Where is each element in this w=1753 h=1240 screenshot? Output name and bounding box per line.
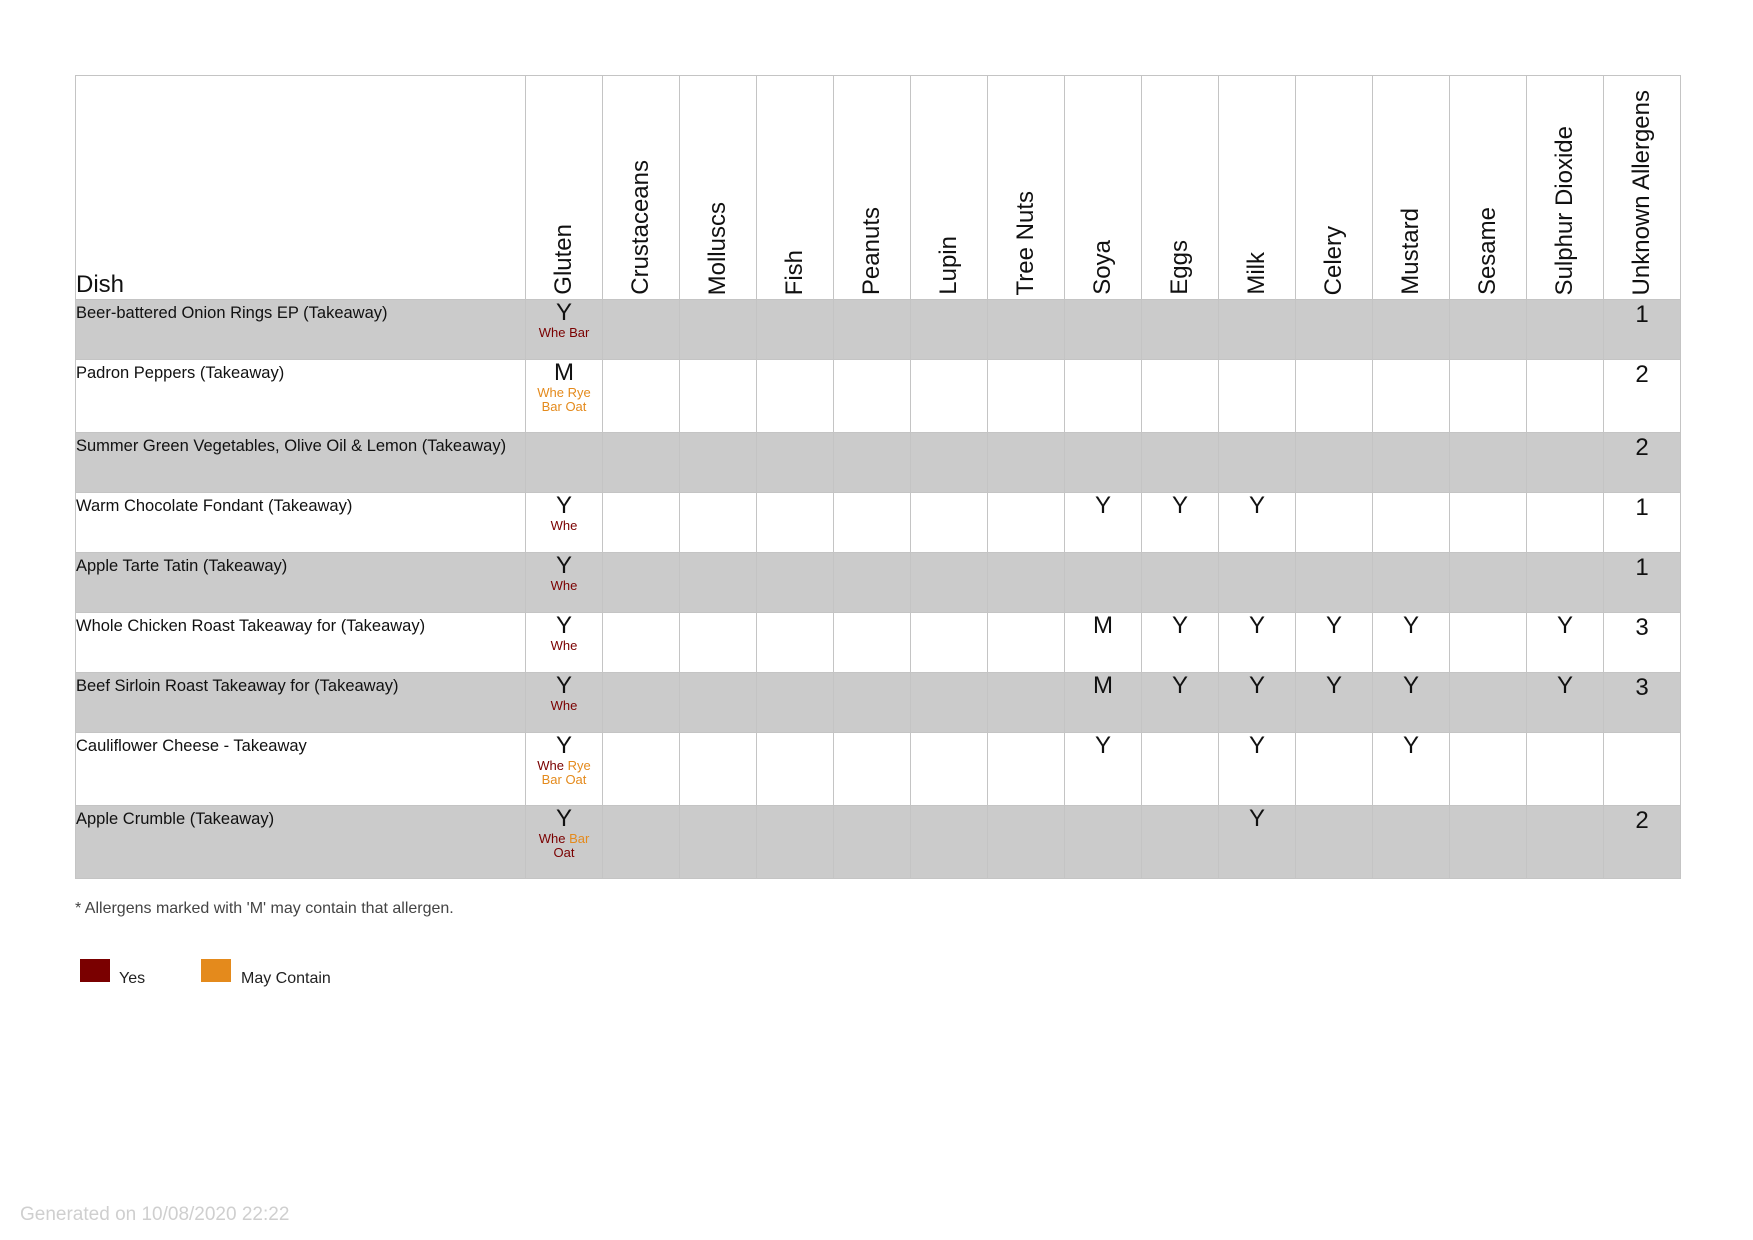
cell-eggs xyxy=(1142,433,1219,493)
legend-label-yes: Yes xyxy=(119,970,146,987)
cell-crustaceans xyxy=(603,433,680,493)
cell-gluten xyxy=(526,300,603,360)
allergen-header-lupin xyxy=(911,76,988,300)
cell-crustaceans xyxy=(603,553,680,613)
cell-tree-nuts xyxy=(988,360,1065,433)
grain-tag: Oat xyxy=(553,845,575,860)
cell-milk xyxy=(1219,733,1296,806)
cell-fish xyxy=(757,806,834,879)
cell-sulphur-dioxide xyxy=(1527,613,1604,673)
cell-peanuts xyxy=(834,493,911,553)
cell-tree-nuts xyxy=(988,433,1065,493)
cell-crustaceans xyxy=(603,360,680,433)
cell-mustard xyxy=(1373,613,1450,673)
cell-gluten xyxy=(526,806,603,879)
grain-list xyxy=(526,326,602,340)
allergen-mark: Y xyxy=(1094,492,1111,519)
allergen-mark: Y xyxy=(1171,492,1188,519)
cell-gluten xyxy=(526,360,603,433)
grain-tag: Whe xyxy=(550,638,578,653)
cell-soya xyxy=(1065,673,1142,733)
cell-eggs xyxy=(1142,673,1219,733)
cell-fish xyxy=(757,433,834,493)
cell-soya xyxy=(1065,360,1142,433)
allergen-header-crustaceans xyxy=(603,76,680,300)
allergen-mark: Y xyxy=(555,732,572,759)
allergen-header-mustard xyxy=(1373,76,1450,300)
cell-eggs xyxy=(1142,733,1219,806)
cell-soya xyxy=(1065,493,1142,553)
allergen-header-label: Gluten xyxy=(550,224,577,295)
table-row xyxy=(76,493,1681,553)
grain-tag: Whe xyxy=(550,578,578,593)
allergen-header-label: Lupin xyxy=(935,236,962,295)
cell-crustaceans xyxy=(603,673,680,733)
unknown-allergen-count: 1 xyxy=(1635,494,1649,521)
unknown-allergen-count: 1 xyxy=(1635,301,1649,328)
allergen-mark: Y xyxy=(1325,612,1342,639)
cell-crustaceans xyxy=(603,613,680,673)
cell-celery xyxy=(1296,300,1373,360)
cell-lupin xyxy=(911,300,988,360)
cell-lupin xyxy=(911,553,988,613)
grain-list xyxy=(526,639,602,653)
grain-tag: Bar xyxy=(569,325,590,340)
allergen-mark: Y xyxy=(1248,612,1265,639)
cell-gluten xyxy=(526,673,603,733)
cell-soya xyxy=(1065,806,1142,879)
cell-peanuts xyxy=(834,806,911,879)
cell-soya xyxy=(1065,553,1142,613)
cell-unknown-allergens xyxy=(1604,806,1681,879)
cell-eggs xyxy=(1142,360,1219,433)
dish-name: Padron Peppers (Takeaway) xyxy=(76,360,526,433)
cell-gluten xyxy=(526,613,603,673)
grain-tag: Whe xyxy=(550,518,578,533)
cell-sesame xyxy=(1450,613,1527,673)
allergen-mark: Y xyxy=(1556,672,1573,699)
cell-unknown-allergens xyxy=(1604,493,1681,553)
grain-list xyxy=(526,699,602,713)
grain-tag: Rye xyxy=(567,758,591,773)
cell-milk xyxy=(1219,673,1296,733)
allergen-header-label: Tree Nuts xyxy=(1012,190,1039,295)
cell-peanuts xyxy=(834,300,911,360)
cell-molluscs xyxy=(680,300,757,360)
grain-tag: Whe xyxy=(550,698,578,713)
cell-tree-nuts xyxy=(988,493,1065,553)
cell-unknown-allergens xyxy=(1604,300,1681,360)
allergen-mark: Y xyxy=(1248,732,1265,759)
cell-gluten xyxy=(526,733,603,806)
cell-soya xyxy=(1065,613,1142,673)
cell-molluscs xyxy=(680,673,757,733)
allergen-header-soya xyxy=(1065,76,1142,300)
grain-tag: Oat xyxy=(565,399,587,414)
cell-peanuts xyxy=(834,733,911,806)
cell-mustard xyxy=(1373,433,1450,493)
cell-celery xyxy=(1296,493,1373,553)
cell-molluscs xyxy=(680,493,757,553)
grain-tag: Whe xyxy=(537,385,564,400)
legend-label-may-contain: May Contain xyxy=(241,970,331,987)
cell-crustaceans xyxy=(603,493,680,553)
cell-sulphur-dioxide xyxy=(1527,493,1604,553)
legend-swatch-yes xyxy=(80,959,110,982)
allergen-header-label: Peanuts xyxy=(858,206,885,295)
cell-sulphur-dioxide xyxy=(1527,733,1604,806)
table-row xyxy=(76,553,1681,613)
dish-name: Whole Chicken Roast Takeaway for (Takeaway) xyxy=(76,613,526,673)
grain-tag: Rye xyxy=(567,385,591,400)
cell-mustard xyxy=(1373,493,1450,553)
allergen-mark: M xyxy=(1093,612,1113,639)
allergen-table xyxy=(75,75,1681,879)
allergen-header-sesame xyxy=(1450,76,1527,300)
generated-timestamp: Generated on 10/08/2020 22:22 xyxy=(20,1204,290,1225)
cell-molluscs xyxy=(680,553,757,613)
allergen-header-fish xyxy=(757,76,834,300)
grain-list xyxy=(526,759,602,787)
cell-mustard xyxy=(1373,806,1450,879)
cell-tree-nuts xyxy=(988,733,1065,806)
cell-mustard xyxy=(1373,673,1450,733)
dish-name: Apple Crumble (Takeaway) xyxy=(76,806,526,879)
allergen-header-unknown-allergens xyxy=(1604,76,1681,300)
table-row xyxy=(76,613,1681,673)
cell-gluten xyxy=(526,553,603,613)
allergen-header-milk xyxy=(1219,76,1296,300)
grain-tag: Whe xyxy=(537,758,564,773)
cell-sulphur-dioxide xyxy=(1527,360,1604,433)
table-row xyxy=(76,733,1681,806)
allergen-header-label: Unknown Allergens xyxy=(1628,89,1655,295)
dish-name: Cauliflower Cheese - Takeaway xyxy=(76,733,526,806)
cell-celery xyxy=(1296,733,1373,806)
cell-tree-nuts xyxy=(988,300,1065,360)
allergen-header-celery xyxy=(1296,76,1373,300)
cell-sesame xyxy=(1450,360,1527,433)
grain-tag: Bar xyxy=(541,772,562,787)
dish-name: Warm Chocolate Fondant (Takeaway) xyxy=(76,493,526,553)
cell-milk xyxy=(1219,300,1296,360)
cell-eggs xyxy=(1142,806,1219,879)
allergen-mark: Y xyxy=(555,805,572,832)
header-row xyxy=(76,76,1681,300)
allergen-header-label: Mustard xyxy=(1397,208,1424,295)
cell-molluscs xyxy=(680,433,757,493)
cell-milk xyxy=(1219,433,1296,493)
cell-mustard xyxy=(1373,360,1450,433)
cell-lupin xyxy=(911,360,988,433)
cell-milk xyxy=(1219,613,1296,673)
cell-peanuts xyxy=(834,673,911,733)
cell-tree-nuts xyxy=(988,806,1065,879)
cell-celery xyxy=(1296,673,1373,733)
allergen-mark: Y xyxy=(1325,672,1342,699)
cell-celery xyxy=(1296,433,1373,493)
allergen-header-molluscs xyxy=(680,76,757,300)
table-row xyxy=(76,433,1681,493)
cell-tree-nuts xyxy=(988,553,1065,613)
allergen-header-label: Molluscs xyxy=(704,201,731,295)
cell-tree-nuts xyxy=(988,613,1065,673)
cell-unknown-allergens xyxy=(1604,433,1681,493)
cell-unknown-allergens xyxy=(1604,553,1681,613)
cell-tree-nuts xyxy=(988,673,1065,733)
cell-fish xyxy=(757,493,834,553)
cell-sulphur-dioxide xyxy=(1527,300,1604,360)
footnote: * Allergens marked with 'M' may contain that allergen. xyxy=(75,900,454,917)
cell-mustard xyxy=(1373,300,1450,360)
allergen-mark: Y xyxy=(1171,672,1188,699)
cell-peanuts xyxy=(834,553,911,613)
cell-crustaceans xyxy=(603,733,680,806)
grain-tag: Whe xyxy=(538,831,566,846)
table-row xyxy=(76,806,1681,879)
allergen-mark: Y xyxy=(555,299,572,326)
cell-eggs xyxy=(1142,493,1219,553)
allergen-header-label: Eggs xyxy=(1166,240,1193,295)
grain-list xyxy=(526,832,602,860)
unknown-allergen-count: 3 xyxy=(1635,674,1649,701)
cell-molluscs xyxy=(680,806,757,879)
allergen-mark: Y xyxy=(555,552,572,579)
cell-lupin xyxy=(911,613,988,673)
cell-sesame xyxy=(1450,733,1527,806)
grain-list xyxy=(526,386,602,414)
cell-unknown-allergens xyxy=(1604,613,1681,673)
allergen-mark: M xyxy=(1093,672,1113,699)
cell-gluten xyxy=(526,493,603,553)
cell-mustard xyxy=(1373,733,1450,806)
cell-sesame xyxy=(1450,300,1527,360)
cell-gluten xyxy=(526,433,603,493)
cell-unknown-allergens xyxy=(1604,673,1681,733)
allergen-header-label: Crustaceans xyxy=(627,160,654,295)
cell-eggs xyxy=(1142,553,1219,613)
cell-fish xyxy=(757,360,834,433)
cell-eggs xyxy=(1142,613,1219,673)
grain-tag: Oat xyxy=(565,772,587,787)
allergen-mark: Y xyxy=(1556,612,1573,639)
allergen-header-label: Celery xyxy=(1320,225,1347,295)
unknown-allergen-count: 1 xyxy=(1635,554,1649,581)
cell-peanuts xyxy=(834,360,911,433)
cell-molluscs xyxy=(680,613,757,673)
cell-lupin xyxy=(911,493,988,553)
dish-name: Beer-battered Onion Rings EP (Takeaway) xyxy=(76,300,526,360)
allergen-mark: Y xyxy=(555,492,572,519)
cell-peanuts xyxy=(834,613,911,673)
table-body xyxy=(76,300,1681,879)
allergen-header-label: Soya xyxy=(1089,240,1116,295)
allergen-mark: Y xyxy=(1248,805,1265,832)
unknown-allergen-count: 2 xyxy=(1635,434,1649,461)
cell-milk xyxy=(1219,493,1296,553)
cell-milk xyxy=(1219,806,1296,879)
cell-molluscs xyxy=(680,360,757,433)
unknown-allergen-count: 3 xyxy=(1635,614,1649,641)
table-row xyxy=(76,673,1681,733)
cell-sulphur-dioxide xyxy=(1527,553,1604,613)
allergen-header-label: Milk xyxy=(1243,252,1270,295)
allergen-header-sulphur-dioxide xyxy=(1527,76,1604,300)
allergen-mark: Y xyxy=(555,672,572,699)
allergen-mark: Y xyxy=(1402,732,1419,759)
cell-crustaceans xyxy=(603,806,680,879)
cell-celery xyxy=(1296,360,1373,433)
legend-swatch-may-contain xyxy=(201,959,231,982)
unknown-allergen-count: 2 xyxy=(1635,361,1649,388)
cell-sulphur-dioxide xyxy=(1527,433,1604,493)
allergen-mark: Y xyxy=(1248,672,1265,699)
allergen-mark: Y xyxy=(1171,612,1188,639)
allergen-header-gluten xyxy=(526,76,603,300)
dish-name: Beef Sirloin Roast Takeaway for (Takeaway) xyxy=(76,673,526,733)
cell-milk xyxy=(1219,553,1296,613)
allergen-header-eggs xyxy=(1142,76,1219,300)
cell-lupin xyxy=(911,673,988,733)
cell-soya xyxy=(1065,733,1142,806)
cell-fish xyxy=(757,300,834,360)
allergen-header-label: Fish xyxy=(781,249,808,295)
cell-lupin xyxy=(911,733,988,806)
allergen-mark: Y xyxy=(555,612,572,639)
cell-peanuts xyxy=(834,433,911,493)
cell-celery xyxy=(1296,806,1373,879)
dish-name: Summer Green Vegetables, Olive Oil & Lemon (Takeaway) xyxy=(76,433,526,493)
cell-fish xyxy=(757,613,834,673)
cell-fish xyxy=(757,673,834,733)
cell-unknown-allergens xyxy=(1604,733,1681,806)
cell-sulphur-dioxide xyxy=(1527,673,1604,733)
grain-tag: Whe xyxy=(538,325,566,340)
allergen-mark: Y xyxy=(1248,492,1265,519)
grain-list xyxy=(526,519,602,533)
table-row xyxy=(76,300,1681,360)
cell-milk xyxy=(1219,360,1296,433)
allergen-mark: Y xyxy=(1402,672,1419,699)
allergen-mark: M xyxy=(554,359,574,386)
cell-eggs xyxy=(1142,300,1219,360)
allergen-mark: Y xyxy=(1094,732,1111,759)
cell-unknown-allergens xyxy=(1604,360,1681,433)
cell-celery xyxy=(1296,613,1373,673)
grain-list xyxy=(526,579,602,593)
cell-molluscs xyxy=(680,733,757,806)
cell-lupin xyxy=(911,433,988,493)
cell-lupin xyxy=(911,806,988,879)
cell-sesame xyxy=(1450,673,1527,733)
allergen-header-label: Sesame xyxy=(1474,206,1501,295)
cell-sesame xyxy=(1450,806,1527,879)
allergen-header-label: Sulphur Dioxide xyxy=(1551,125,1578,295)
cell-sulphur-dioxide xyxy=(1527,806,1604,879)
allergen-header-peanuts xyxy=(834,76,911,300)
cell-fish xyxy=(757,733,834,806)
dish-name: Apple Tarte Tatin (Takeaway) xyxy=(76,553,526,613)
table-row xyxy=(76,360,1681,433)
grain-tag: Bar xyxy=(541,399,562,414)
cell-sesame xyxy=(1450,553,1527,613)
grain-tag: Bar xyxy=(569,831,590,846)
allergen-mark: Y xyxy=(1402,612,1419,639)
cell-mustard xyxy=(1373,553,1450,613)
cell-sesame xyxy=(1450,493,1527,553)
cell-celery xyxy=(1296,553,1373,613)
cell-fish xyxy=(757,553,834,613)
cell-sesame xyxy=(1450,433,1527,493)
cell-soya xyxy=(1065,433,1142,493)
unknown-allergen-count: 2 xyxy=(1635,807,1649,834)
cell-crustaceans xyxy=(603,300,680,360)
cell-soya xyxy=(1065,300,1142,360)
allergen-header-tree-nuts xyxy=(988,76,1065,300)
dish-column-header: Dish xyxy=(76,76,526,300)
